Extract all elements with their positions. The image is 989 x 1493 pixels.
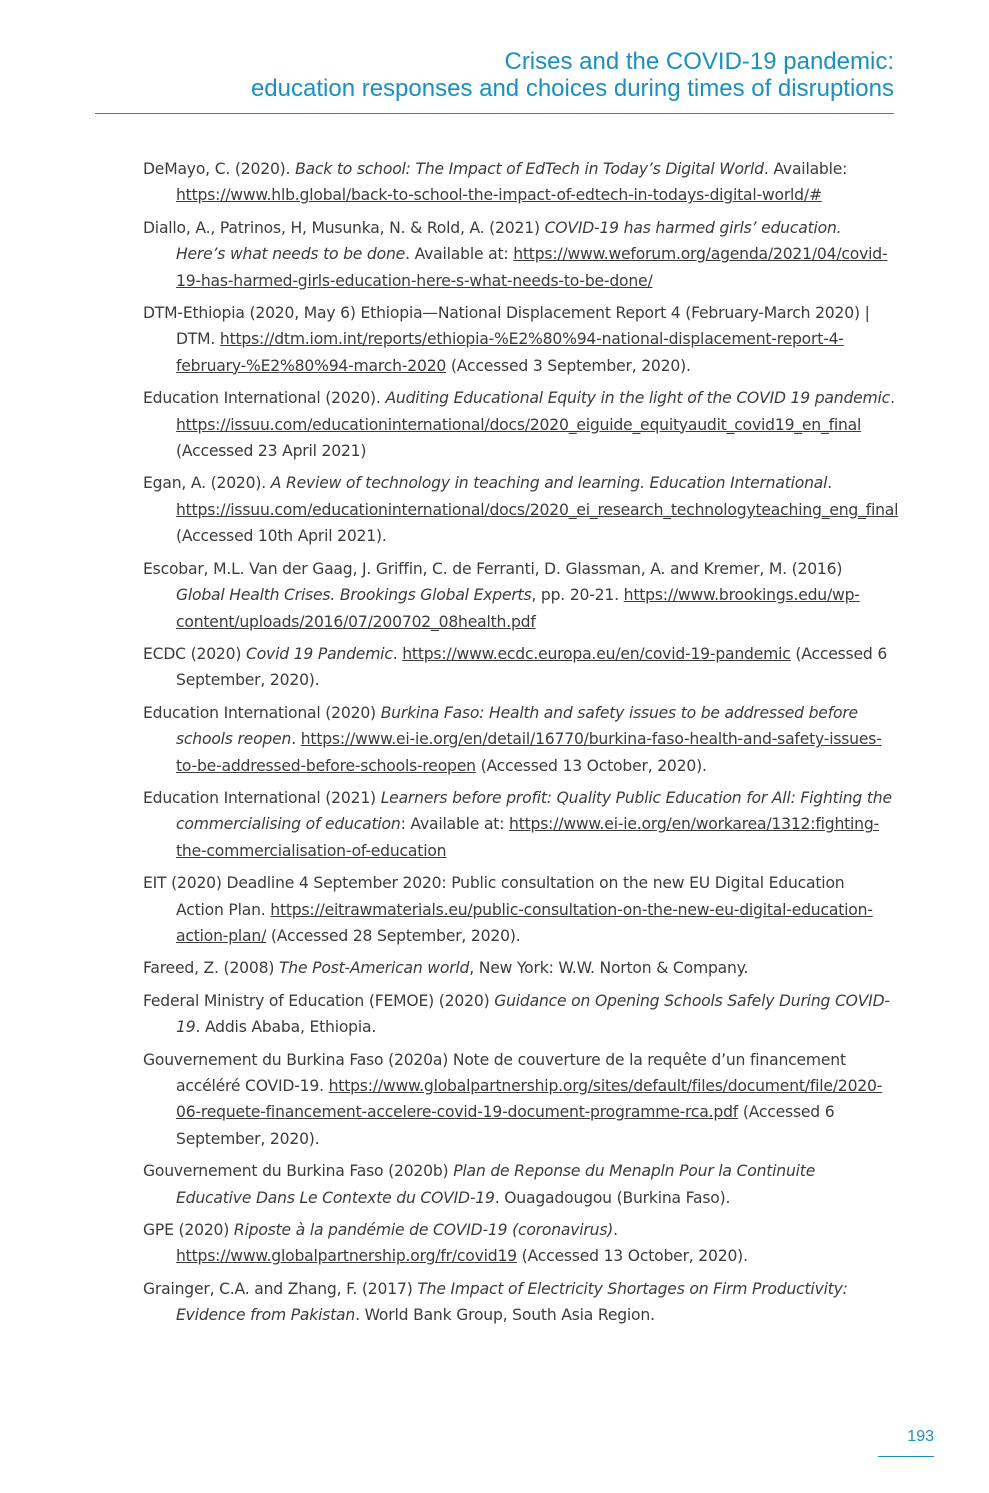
- reference-text: Escobar, M.L. Van der Gaag, J. Griffin, C. de Ferranti, D. Glassman, A. and Kremer, M. (2016): [143, 559, 843, 578]
- reference-text: (Accessed 3 September, 2020).: [446, 356, 691, 375]
- reference-list: [143, 156, 899, 1335]
- reference-text: ECDC (2020): [143, 644, 247, 663]
- reference-text: . Available:: [763, 160, 848, 178]
- reference-text: (Accessed 13 October, 2020).: [475, 756, 707, 775]
- reference-text: : Available at:: [400, 815, 510, 834]
- reference-text: (Accessed 10th April 2021).: [176, 527, 387, 546]
- reference-text: Federal Ministry of Education (FEMOE) (2020): [143, 991, 495, 1010]
- reference-entry: [143, 1158, 895, 1211]
- reference-entry: [143, 785, 895, 864]
- reference-text: . Ouagadougou (Burkina Faso).: [494, 1188, 731, 1207]
- reference-text: Gouvernement du Burkina Faso (2020b): [143, 1162, 454, 1181]
- reference-text: (Accessed 6 September, 2020).: [176, 644, 888, 690]
- reference-link[interactable]: https://eitrawmaterials.eu/public-consultation-on-the-new-eu-digital-education-action-plan/: [176, 900, 873, 945]
- reference-entry: [143, 215, 895, 294]
- reference-text: GPE (2020): [143, 1221, 234, 1240]
- reference-text: Diallo, A., Patrinos, H, Musunka, N. & Rold, A. (2021): [143, 218, 545, 237]
- header-divider: [95, 113, 894, 114]
- reference-link[interactable]: https://issuu.com/educationinternational/docs/2020_eiguide_equityaudit_covid19_en_final: [176, 415, 862, 434]
- reference-title: Plan de Reponse du Menapln Pour la Continuite Educative Dans Le Contexte du COVID-19: [176, 1162, 816, 1207]
- reference-entry: [143, 955, 895, 981]
- page-number: 193: [907, 1428, 934, 1445]
- reference-entry: [143, 641, 895, 694]
- reference-text: Education International (2020): [143, 703, 381, 722]
- reference-text: . Addis Ababa, Ethiopia.: [195, 1018, 377, 1037]
- reference-entry: [143, 870, 895, 949]
- reference-text: Gouvernement du Burkina Faso (2020a) Note de couverture de la requête d’un financement accéléré COVID-19.: [143, 1050, 846, 1095]
- reference-text: (Accessed 23 April 2021): [176, 442, 367, 461]
- reference-link[interactable]: https://www.ei-ie.org/en/detail/16770/burkina-faso-health-and-safety-issues-to-be-addressed-before-schools-reopen: [176, 730, 882, 775]
- header-title-line-1: Crises and the COVID-19 pandemic:: [504, 48, 894, 75]
- reference-link[interactable]: https://www.globalpartnership.org/fr/covid19: [176, 1247, 517, 1266]
- reference-entry: [143, 1276, 895, 1329]
- reference-text: .: [890, 389, 895, 408]
- reference-entry: [143, 556, 895, 635]
- reference-entry: [143, 156, 895, 209]
- reference-text: .: [827, 474, 833, 493]
- reference-link[interactable]: https://www.weforum.org/agenda/2021/04/covid-19-has-harmed-girls-education-here-s-what-needs-to-be-done/: [176, 245, 888, 290]
- reference-title: Guidance on Opening Schools Safely During COVID-19: [176, 991, 890, 1037]
- reference-text: , New York: W.W. Norton & Company.: [469, 959, 749, 978]
- reference-text: , pp. 20-21.: [531, 586, 624, 605]
- reference-text: Education International (2021): [143, 788, 381, 807]
- reference-text: . Available at:: [405, 245, 514, 264]
- reference-title: Learners before profit: Quality Public Education for All: Fighting the commercialising of education: [176, 788, 892, 834]
- reference-entry: [143, 1047, 895, 1153]
- reference-link[interactable]: https://dtm.iom.int/reports/ethiopia-%E2%80%94-national-displacement-report-4-february-%E2%80%94-march-2020: [176, 330, 844, 375]
- reference-text: (Accessed 13 October, 2020).: [516, 1247, 748, 1266]
- reference-title: COVID-19 has harmed girls’ education. Here’s what needs to be done: [176, 218, 842, 264]
- reference-entry: [143, 300, 895, 379]
- reference-title: Auditing Educational Equity in the light of the COVID 19 pandemic: [385, 389, 891, 408]
- reference-text: Education International (2020).: [143, 389, 386, 408]
- reference-text: .: [291, 730, 301, 749]
- reference-text: DTM-Ethiopia (2020, May 6) Ethiopia—National Displacement Report 4 (February-March 2020) | DTM.: [143, 304, 870, 349]
- reference-text: Egan, A. (2020).: [143, 474, 271, 493]
- reference-link[interactable]: https://issuu.com/educationinternational/docs/2020_ei_research_technologyteaching_eng_final: [176, 500, 899, 519]
- reference-text: . World Bank Group, South Asia Region.: [355, 1306, 655, 1325]
- header-title-line-2: education responses and choices during times of disruptions: [250, 75, 894, 102]
- reference-text: .: [392, 644, 403, 663]
- reference-title: The Impact of Electricity Shortages on Firm Productivity: Evidence from Pakistan: [176, 1279, 848, 1325]
- reference-entry: [143, 385, 895, 464]
- reference-title: Back to school: The Impact of EdTech in Today’s Digital World: [295, 160, 764, 178]
- reference-link[interactable]: https://www.ei-ie.org/en/workarea/1312:fighting-the-commercialisation-of-education: [176, 815, 879, 860]
- reference-link[interactable]: https://www.brookings.edu/wp-content/uploads/2016/07/200702_08health.pdf: [176, 586, 860, 631]
- reference-entry: [143, 1217, 895, 1270]
- page-number-rule: [878, 1456, 934, 1457]
- reference-entry: [143, 470, 899, 549]
- reference-link[interactable]: https://www.globalpartnership.org/sites/default/files/document/file/2020-06-requete-financement-accelere-covid-19-document-programme-rca.pdf: [176, 1077, 883, 1122]
- running-header: [251, 48, 894, 102]
- reference-text: DeMayo, C. (2020).: [143, 160, 296, 178]
- reference-entry: [143, 700, 895, 779]
- reference-title: Covid 19 Pandemic: [246, 644, 393, 663]
- reference-link[interactable]: https://www.hlb.global/back-to-school-the-impact-of-edtech-in-todays-digital-world/#: [176, 186, 822, 205]
- reference-title: The Post-American world: [278, 959, 470, 978]
- reference-text: (Accessed 28 September, 2020).: [266, 926, 521, 945]
- reference-entry: [143, 988, 895, 1041]
- reference-title: Riposte à la pandémie de COVID-19 (coronavirus): [233, 1221, 614, 1240]
- reference-title: A Review of technology in teaching and learning. Education International: [270, 474, 828, 493]
- reference-text: EIT (2020) Deadline 4 September 2020: Public consultation on the new EU Digital Education Action Plan.: [143, 874, 845, 919]
- reference-text: Fareed, Z. (2008): [143, 959, 279, 978]
- reference-text: .: [613, 1221, 618, 1240]
- reference-title: Global Health Crises. Brookings Global Experts: [176, 586, 532, 605]
- reference-text: (Accessed 6 September, 2020).: [176, 1103, 835, 1148]
- reference-title: Burkina Faso: Health and safety issues to be addressed before schools reopen: [176, 703, 858, 749]
- reference-text: Grainger, C.A. and Zhang, F. (2017): [143, 1279, 418, 1298]
- reference-link[interactable]: https://www.ecdc.europa.eu/en/covid-19-pandemic: [402, 644, 791, 663]
